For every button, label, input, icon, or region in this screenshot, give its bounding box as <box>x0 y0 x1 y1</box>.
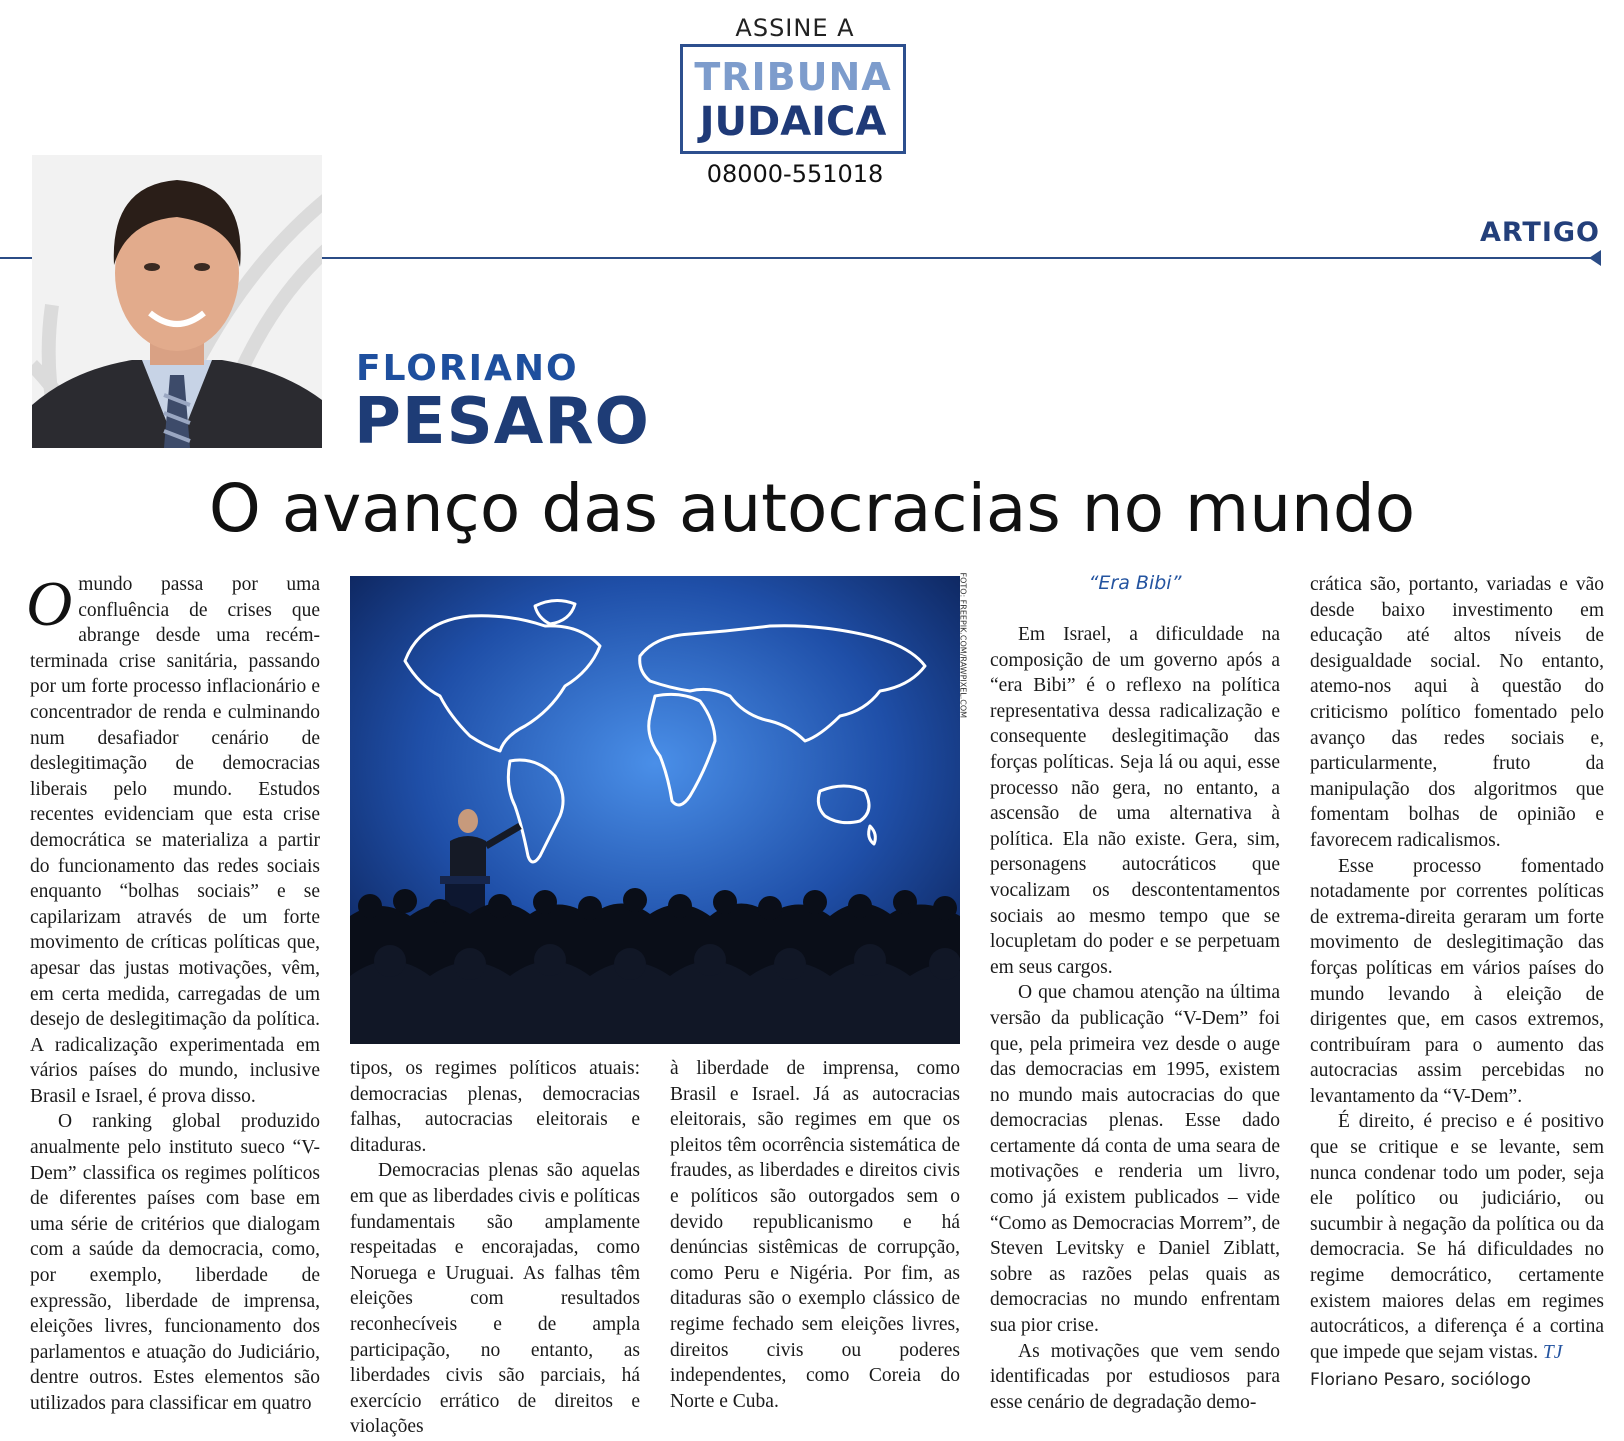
article-photo-world-map-conference <box>350 576 960 1044</box>
photo-credit: FOTO: FREEPIK.COM/RAWPIXEL.COM <box>958 572 968 719</box>
end-mark: TJ <box>1542 1341 1563 1363</box>
paragraph: É direito, é preciso e é positivo que se critique e se levante, sem nunca condenar todo um poder, seja ele político ou judiciário, ou sucumbir à negação da política ou da democracia. Se há dificuldades no regime democrático, certamente existem maiores delas em regimes autocráticos, a diferença é a cortina que impede que sejam vistas. <box>1310 1111 1604 1363</box>
paragraph: crática são, portanto, variadas e vão desde baixo investimento em educação até altos níveis de desigualdade social. No entanto, atemo-nos aqui à questão do criticismo político fomentado pelo avanço das redes sociais e, particularmente, fruto da manipulação dos algoritmos que fomentam bolhas de opinião e favorecem radicalismos. <box>1310 574 1604 851</box>
article-column-2 <box>350 1056 640 1440</box>
paragraph: tipos, os regimes políticos atuais: democracias plenas, democracias falhas, autocracias eleitorais e ditaduras. <box>350 1058 640 1156</box>
drop-cap: O <box>26 568 73 639</box>
section-rule-left <box>0 257 32 259</box>
subscribe-phone: 08000-551018 <box>706 160 884 188</box>
author-signature: Floriano Pesaro, sociólogo <box>1310 1370 1531 1390</box>
tribuna-judaica-logo[interactable] <box>680 44 906 154</box>
section-rule <box>322 257 1598 259</box>
logo-line-2: JUDAICA <box>699 99 887 145</box>
subscribe-callout: ASSINE A <box>735 14 855 42</box>
author-first-name: FLORIANO <box>356 348 579 389</box>
paragraph: à liberdade de imprensa, como Brasil e Israel. Já as autocracias eleitorais, são regimes em que os pleitos têm ocorrência sistemática de fraudes, as liberdades e direitos civis e políticos são outorgados sem o devido republicanismo e há denúncias sistêmicas de corrupção, como Peru e Nigéria. Por fim, as ditaduras são o exemplo clássico de regime fechado sem eleições livres, direitos civis ou poderes independentes, como Coreia do Norte e Cuba. <box>670 1058 960 1412</box>
paragraph: O ranking global produzido anualmente pelo instituto sueco “V-Dem” classifica os regimes políticos de diferentes países com base em uma série de critérios que dialogam com a saúde da democracia, como, por exemplo, liberdade de expressão, liberdade de imprensa, eleições livres, funcionamento dos parlamentos e atuação do Judiciário, dentre outros. Estes elementos são utilizados para classificar em quatro <box>30 1111 320 1414</box>
paragraph: mundo passa por uma confluência de crises que abrange desde uma recém-terminada crise sanitária, passando por um forte processo inflacionário e concentrador de renda e culminando num desafiador cenário de deslegitimação de democracias liberais pelo mundo. Estudos recentes evidenciam que esta crise democrática se materializa a partir do funcionamento das redes sociais enquanto “bolhas sociais” e se capilarizam através de um forte movimento de críticas políticas que, apesar das justas motivações, vêm, em certa medida, carregadas de um desejo de deslegitimação da política. A radicalização experimentada em vários países do mundo, inclusive Brasil e Israel, é prova disso. <box>30 574 320 1107</box>
author-portrait <box>32 155 322 448</box>
logo-line-1: TRIBUNA <box>694 55 892 99</box>
article-subhead: “Era Bibi” <box>1088 572 1182 594</box>
paragraph: As motivações que vem sendo identificadas por estudiosos para esse cenário de degradação demo- <box>990 1340 1280 1413</box>
author-last-name: PESARO <box>354 385 650 459</box>
article-column-3 <box>670 1056 960 1414</box>
article-column-1 <box>26 568 320 1417</box>
paragraph: Democracias plenas são aquelas em que as liberdades civis e políticas fundamentais são amplamente respeitadas e encorajadas, como Noruega e Uruguai. As falhas têm eleições com resultados reconhecíveis e de ampla participação, no entanto, as liberdades civis são parciais, há exercício errático de direitos e violações <box>350 1160 640 1438</box>
paragraph: Em Israel, a dificuldade na composição de um governo após a “era Bibi” é o reflexo na política representativa dessa radicalização e consequente deslegitimação das forças políticas. Seja lá ou aqui, esse processo não gera, no entanto, a ascensão de uma alternativa à política. Ela não existe. Gera, sim, personagens autocráticos que vocalizam os descontentamentos sociais ao mesmo tempo que se locupletam do poder e se perpetuam em seus cargos. <box>990 624 1280 978</box>
section-rule-arrow-icon <box>1589 250 1601 266</box>
paragraph: Esse processo fomentado notadamente por correntes políticas de extrema-direita geraram um forte movimento de deslegitimação das forças políticas em vários países do mundo levando à eleição de dirigentes que, em casos extremos, contribuíram para o aumento das autocracias assim percebidas no levantamento da “V-Dem”. <box>1310 855 1604 1107</box>
paragraph: O que chamou atenção na última versão da publicação “V-Dem” foi que, pela primeira vez desde o auge das democracias em 1995, existem no mundo mais autocracias do que democracias plenas. Esse dado certamente dá conta de uma seara de motivações e renderia um livro, como já existem publicados – vide “Como as Democracias Morrem”, de Steven Levitsky e Daniel Ziblatt, sobre as razões pelas quais as democracias no mundo enfrentam sua pior crise. <box>990 982 1280 1337</box>
article-column-4 <box>990 622 1280 1415</box>
article-column-5 <box>1310 572 1604 1365</box>
section-label: ARTIGO <box>1479 217 1600 248</box>
article-headline: O avanço das autocracias no mundo <box>208 470 1416 547</box>
